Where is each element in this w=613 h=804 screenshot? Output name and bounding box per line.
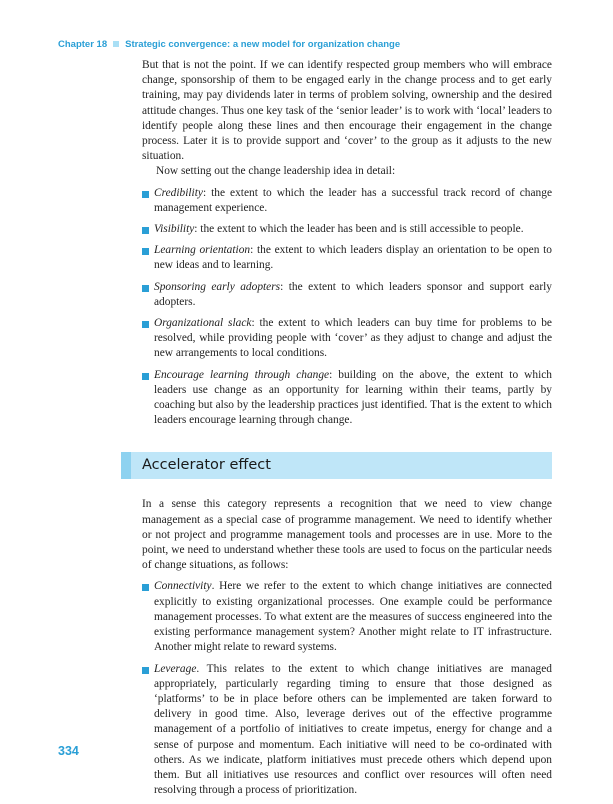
list-item	[142, 222, 552, 237]
bullet-square-icon	[142, 667, 149, 674]
list-item-text: : building on the above, the extent to which leaders use change as an opportunity for learning within their teams, partly by coaching but also by the leadership practices just identified. That is the extent to which leaders encourage learning through change.	[154, 368, 552, 427]
list-item-text: : the extent to which leaders display an orientation to be open to new ideas and to learning.	[154, 244, 552, 272]
page-number: 334	[58, 744, 79, 758]
bullet-square-icon	[142, 373, 149, 380]
bullet-square-icon	[142, 285, 149, 292]
section-heading: Accelerator effect	[142, 457, 271, 474]
list-item	[142, 186, 552, 216]
section-heading-band	[121, 452, 552, 479]
running-head	[58, 39, 400, 50]
bullet-square-icon	[142, 227, 149, 234]
list-item-text: . This relates to the extent to which change initiatives are managed appropriately, particularly regarding timing to ensure that those designed as ‘platforms’ to be in place before others can be implemented are taken forward to delivery in good time. Also, leverage derives out of the effective programme management of a portfolio of initiatives to create impetus, energy for change and a sense of purpose and momentum. Each initiative will need to be co-ordinated with others. As we indicate, platform initiatives must precede others which depend upon them. But all initiatives use resources and conflict over resources will often need resolving through a process of prioritization.	[154, 662, 552, 797]
bullet-square-icon	[142, 321, 149, 328]
bullet-square-icon	[142, 191, 149, 198]
heading-marker	[121, 452, 131, 479]
list-item-text: . Here we refer to the extent to which change initiatives are connected explicitly to existing organizational processes. One example could be performance management processes. To what extent are the measures of success engineered into the existing performance management system? Another might relate to IT infrastructure. Another might relate to reward systems.	[154, 580, 552, 654]
list-item	[142, 280, 552, 310]
list-item-text: : the extent to which leaders can buy time for problems to be resolved, while providing people with ‘cover’ as they adjust to change and adjust the new arrangements to local conditions.	[154, 317, 552, 360]
paragraph-2: Now setting out the change leadership idea in detail:	[156, 165, 396, 178]
list-item-term: Connectivity	[154, 580, 212, 593]
list-item	[142, 316, 552, 362]
chapter-title: Strategic convergence: a new model for organization change	[125, 39, 401, 50]
list-item-term: Sponsoring early adopters	[154, 280, 281, 293]
chapter-label: Chapter 18	[58, 39, 108, 50]
accelerator-bullet-list	[142, 579, 552, 798]
list-item	[142, 368, 552, 429]
list-item	[142, 243, 552, 273]
separator-square-icon	[113, 41, 119, 47]
bullet-square-icon	[142, 248, 149, 255]
paragraph-3: In a sense this category represents a recognition that we need to view change management as a special case of programme management. We need to identify whether or not project and programme management tools and processes are in use. More to the point, we need to understand whether these tools are used to focus on the particular needs of change situations, as follows:	[142, 498, 552, 572]
list-item-term: Credibility	[154, 186, 203, 199]
list-item-term: Learning orientation	[154, 244, 251, 257]
list-item	[142, 662, 552, 799]
list-item-term: Leverage	[154, 662, 197, 675]
list-item	[142, 579, 552, 655]
paragraph-1: But that is not the point. If we can identify respected group members who will embrace change, sponsorship of them to be engaged early in the change process and to get early training, may pay dividends later in terms of problem solving, ownership and the desired attitude changes. Thus one key task of the ‘senior leader’ is to work with ‘local’ leaders to identify people along these lines and then encourage their engagement in the change process. Later it is to provide support and ‘cover’ to the group as it adjusts to the new situation.	[142, 59, 552, 163]
bullet-square-icon	[142, 584, 149, 591]
list-item-text: : the extent to which leaders sponsor and support early adopters.	[154, 280, 552, 308]
list-item-text: : the extent to which the leader has a successful track record of change management experience.	[154, 186, 552, 214]
list-item-term: Encourage learning through change	[154, 368, 330, 381]
list-item-term: Organizational slack	[154, 317, 252, 330]
list-item-text: : the extent to which the leader has been and is still accessible to people.	[194, 223, 524, 236]
body-text	[142, 58, 552, 804]
leadership-bullet-list	[142, 186, 552, 429]
list-item-term: Visibility	[154, 223, 195, 236]
